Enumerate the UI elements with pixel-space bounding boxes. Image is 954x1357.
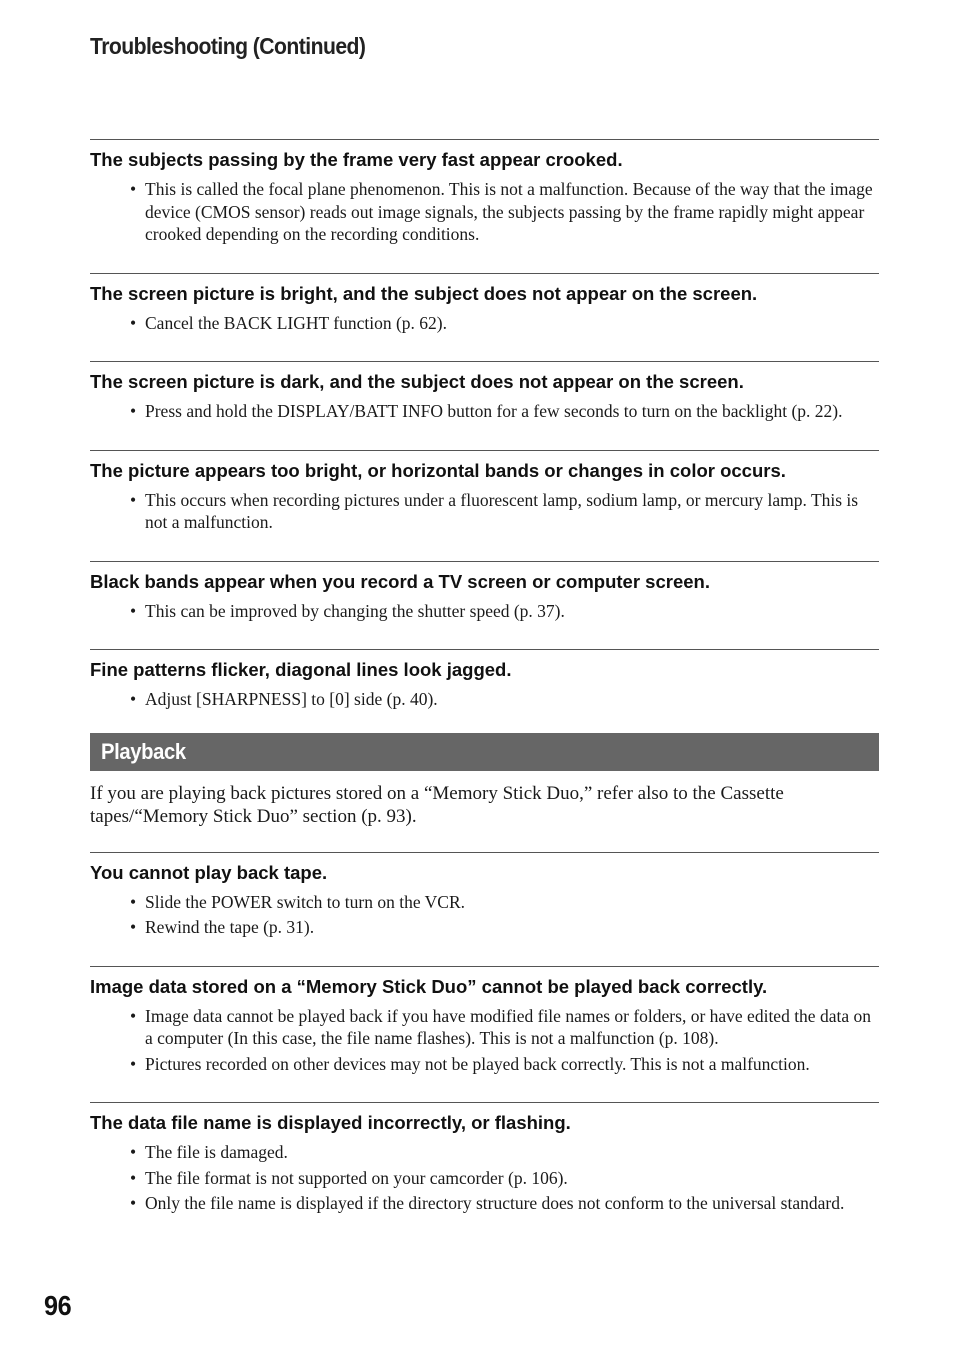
troubleshooting-item — [90, 561, 879, 650]
remedy-item: • This is called the focal plane phenomenon. This is not a malfunction. Because of the way that the image device (CMOS sensor) reads out image signals, the subjects passing by the frame rapidly might appear crooked depending on the recording conditions. — [90, 178, 879, 246]
symptom-heading: The screen picture is dark, and the subject does not appear on the screen. — [90, 371, 744, 392]
symptom-heading: The data file name is displayed incorrectly, or flashing. — [90, 1112, 571, 1133]
remedy-item: • Cancel the BACK LIGHT function (p. 62). — [90, 312, 879, 335]
remedy-list — [90, 688, 879, 711]
playback-section-bar — [90, 733, 879, 771]
page-content — [90, 139, 879, 1218]
remedy-item: • This occurs when recording pictures under a fluorescent lamp, sodium lamp, or mercury lamp. This is not a malfunction. — [90, 489, 879, 534]
remedy-list — [90, 178, 879, 246]
symptom-heading: You cannot play back tape. — [90, 861, 328, 883]
remedy-item: • Slide the POWER switch to turn on the VCR. — [90, 891, 879, 914]
remedy-item: • The file format is not supported on your camcorder (p. 106). — [90, 1167, 879, 1190]
remedy-item: • Rewind the tape (p. 31). — [90, 916, 879, 939]
troubleshooting-list — [90, 139, 879, 711]
remedy-item: • Adjust [SHARPNESS] to [0] side (p. 40). — [90, 688, 879, 711]
troubleshooting-item — [90, 361, 879, 450]
troubleshooting-item — [90, 852, 879, 966]
symptom-heading: Black bands appear when you record a TV screen or computer screen. — [90, 570, 710, 592]
symptom-heading: Fine patterns flicker, diagonal lines look jagged. — [90, 659, 512, 680]
remedy-list — [90, 891, 879, 939]
remedy-item: • Press and hold the DISPLAY/BATT INFO button for a few seconds to turn on the backlight (p. 22). — [90, 400, 879, 423]
remedy-list — [90, 600, 879, 623]
symptom-heading: The picture appears too bright, or horizontal bands or changes in color occurs. — [90, 459, 786, 481]
remedy-list — [90, 400, 879, 423]
remedy-list — [90, 1141, 879, 1215]
troubleshooting-item — [90, 1102, 879, 1215]
remedy-list — [90, 312, 879, 335]
troubleshooting-item — [90, 649, 879, 711]
playback-intro: If you are playing back pictures stored on a “Memory Stick Duo,” refer also to the Cassette tapes/“Memory Stick Duo” section (p. 93). — [90, 782, 784, 827]
remedy-list — [90, 1005, 879, 1076]
remedy-item: • The file is damaged. — [90, 1141, 879, 1164]
remedy-item: • Pictures recorded on other devices may not be played back correctly. This is not a malfunction. — [90, 1053, 879, 1076]
remedy-item: • Only the file name is displayed if the directory structure does not conform to the universal standard. — [90, 1192, 879, 1215]
troubleshooting-item — [90, 273, 879, 362]
symptom-heading: The screen picture is bright, and the subject does not appear on the screen. — [90, 282, 758, 304]
page-header-title: Troubleshooting (Continued) — [90, 33, 366, 59]
troubleshooting-item — [90, 139, 879, 273]
symptom-heading: The subjects passing by the frame very fast appear crooked. — [90, 149, 623, 170]
section-title: Playback — [101, 738, 186, 764]
playback-troubleshooting-list — [90, 852, 879, 1215]
remedy-item: • Image data cannot be played back if you have modified file names or folders, or have edited the data on a computer (In this case, the file name flashes). This is not a malfunction (p. 108). — [90, 1005, 879, 1050]
remedy-item: • This can be improved by changing the shutter speed (p. 37). — [90, 600, 879, 623]
page-number: 96 — [44, 1290, 72, 1321]
troubleshooting-item — [90, 966, 879, 1103]
remedy-list — [90, 489, 879, 534]
symptom-heading: Image data stored on a “Memory Stick Duo” cannot be played back correctly. — [90, 975, 768, 997]
troubleshooting-item — [90, 450, 879, 561]
